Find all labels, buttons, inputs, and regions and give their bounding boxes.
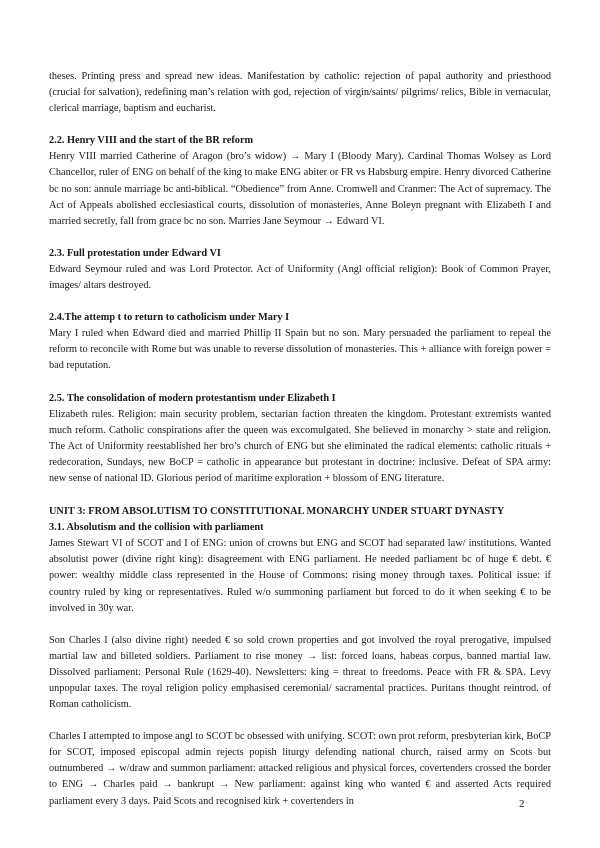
section-paragraph: Charles I attempted to impose angl to SCOT bc obsessed with unifying. SCOT: own prot reform, presbyterian kirk, BoCP for SCOT, imposed episcopal admin rejects popish liturgy defending national church, raised army on Scots but outnumbered → w/draw and summon parliament: attacked religious and physical forces, covertenders crossed the border to ENG → Charles paid → bankrupt → New parliament: against king who wanted € and asserted Acts required parliament every 3 days. Paid Scots and recognised kirk + covertenders in	[49, 731, 551, 807]
section-paragraph: Son Charles I (also divine right) needed € so sold crown properties and got involved the royal prerogative, impulsed martial law and billeted soldiers. Parliament to rise money → list: forced loans, habeas corpus, banned martial law. Dissolved parliament: Personal Rule (1629-40). Newsletters: king = threat to freedoms. Peace with FR & SPA. Levy unpopular taxes. The royal religion policy emphasised ceremonial/ sacramental practices. Puritans thought reintrod. of Roman catholicism.	[49, 634, 551, 711]
section-paragraph: Henry VIII married Catherine of Aragon (bro’s widow) → Mary I (Bloody Mary). Cardinal Thomas Wolsey as Lord Chancellor, ruler of ENG on behalf of the king to make ENG abiter or FR vs Habsburg empire. Henry divorced Catherine bc no son: annule marriage bc anti-biblical. “Obedience” from Anne. Cromwell and Cranmer: The Act of supremacy. The Act of Appeals abolished ecclesiastical courts, dissolution of monasteries, Anne Boleyn pregnant with Elizabeth I and married secretly, fall from grace bc no son. Marries Jane Seymour → Edward VI.	[49, 151, 551, 227]
section-heading: 2.2. Henry VIII and the start of the BR reform	[49, 135, 254, 147]
page-number: 2	[519, 798, 525, 810]
section-2-2	[49, 133, 551, 230]
section-heading: 3.1. Absolutism and the collision with parliament	[49, 522, 264, 534]
section-heading: 2.5. The consolidation of modern protestantism under Elizabeth I	[49, 392, 336, 404]
unit-heading: UNIT 3: FROM ABSOLUTISM TO CONSTITUTIONAL MONARCHY UNDER STUART DYNASTY	[49, 506, 505, 518]
section-paragraph: Elizabeth rules. Religion: main security problem, sectarian faction threaten the kingdom. Protestant extremists wanted much reform. Catholic conspirations after the queen was excomulgated. She believed in monarchy > state and religion. The Act of Uniformity reestablished her bro’s church of ENG but she eliminated the radical elements: catholic rituals + redecoration, Sundays, new BoCP = catholic in appearance but protestant in doctrine: inclusive. Defeat of SPA army: new sense of national ID. Glorious period of maritime exploration + blossom of ENG literature.	[49, 408, 551, 484]
section-paragraph: Mary I ruled when Edward died and married Phillip II Spain but no son. Mary persuaded the parliament to repeal the reform to reconcile with Rome but was unable to reverse dissolution of monasteries. This + alliance with foreign power = bad reputation.	[49, 328, 551, 372]
section-2-3	[49, 246, 551, 294]
section-paragraph: Edward Seymour ruled and was Lord Protector. Act of Uniformity (Angl official religion): Book of Common Prayer, images/ altars destroyed.	[49, 263, 551, 292]
section-paragraph: James Stewart VI of SCOT and I of ENG: union of crowns but ENG and SCOT had separated law/ institutions. Wanted absolutist power (divine right king): disagreement with ENG parliament. He needed parliament bc of huge € debt. € power: wealthy middle class represented in the House of Commons: rising money through taxes. Political issue: if country ruled by king or representatives. Ruled w/o summoning parliament but forced to do it when seeking € to be involved in 30y war.	[49, 538, 551, 614]
section-heading: 2.3. Full protestation under Edward VI	[49, 247, 221, 259]
section-heading: 2.4.The attemp t to return to catholicism under Mary I	[49, 312, 290, 324]
section-2-4	[49, 310, 551, 374]
section-2-5	[49, 391, 551, 488]
page-content	[49, 69, 551, 810]
intro-paragraph: theses. Printing press and spread new ideas. Manifestation by catholic: rejection of papal authority and priesthood (crucial for salvation), redefining man’s relation with god, rejection of virgin/saints/ pilgrims/ relics, Bible in vernacular, clerical marriage, baptism and eucharist.	[49, 71, 551, 115]
